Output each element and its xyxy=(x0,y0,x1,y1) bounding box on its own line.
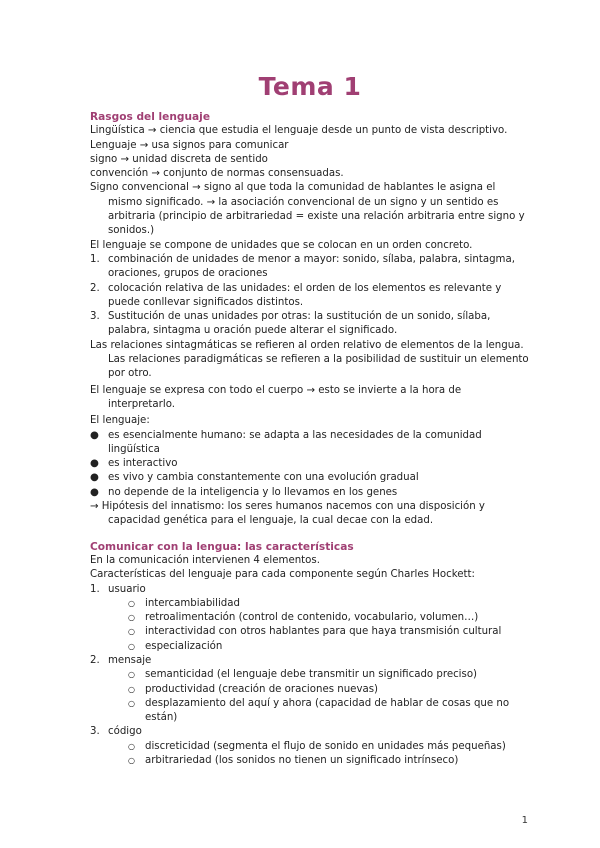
bullet-item xyxy=(90,457,530,471)
list-item-text: mensaje xyxy=(108,654,152,666)
list-item-text: es interactivo xyxy=(108,458,178,470)
paragraph: El lenguaje se compone de unidades que se colocan en un orden concreto. xyxy=(90,239,473,251)
sub-item-text: retroalimentación (control de contenido, vocabulario, volumen…) xyxy=(145,612,479,624)
sub-item-text: arbitrariedad (los sonidos no tienen un significado intrínseco) xyxy=(145,755,459,767)
circle-bullet-icon: ○ xyxy=(128,698,135,708)
sub-item xyxy=(90,611,530,625)
bullet-item xyxy=(90,486,530,500)
bullet-item xyxy=(90,429,530,458)
bullet-icon: ● xyxy=(90,486,99,498)
paragraph-cuerpo: El lenguaje se expresa con todo el cuerpo → esto se invierte a la hora de interpretarlo. xyxy=(90,384,462,410)
paragraph: Lenguaje → usa signos para comunicar xyxy=(90,139,289,151)
paragraph-relaciones: Las relaciones sintagmáticas se refieren al orden relativo de elementos de la lengua. Las relaciones paradigmáticas se refieren a la posibilidad de sustituir un elemento por otro. xyxy=(90,339,529,380)
bullet-icon: ● xyxy=(90,429,99,441)
bullet-icon: ● xyxy=(90,472,99,484)
sub-item xyxy=(90,640,530,654)
sub-item-text: interactividad con otros hablantes para que haya transmisión cultural xyxy=(145,626,502,638)
list-item-text: colocación relativa de las unidades: el orden de los elementos es relevante y puede conllevar significados distintos. xyxy=(108,282,502,308)
list-marker: 2. xyxy=(90,282,100,294)
numbered-item xyxy=(90,282,530,311)
sub-item xyxy=(90,754,530,768)
circle-bullet-icon: ○ xyxy=(128,741,135,751)
list-marker: 3. xyxy=(90,311,100,323)
bullet-icon: ● xyxy=(90,458,99,470)
sub-item xyxy=(90,625,530,639)
sub-item xyxy=(90,668,530,682)
paragraph: El lenguaje: xyxy=(90,415,150,427)
sub-item xyxy=(90,683,530,697)
numbered-item-codigo xyxy=(90,725,530,739)
section-heading-rasgos: Rasgos del lenguaje xyxy=(90,111,211,123)
paragraph-hipotesis: → Hipótesis del innatismo: los seres humanos nacemos con una disposición y capacidad genética para el lenguaje, la cual decae con la edad. xyxy=(90,501,485,527)
list-marker: 1. xyxy=(90,583,100,595)
numbered-item xyxy=(90,310,530,339)
list-marker: 1. xyxy=(90,253,100,265)
circle-bullet-icon: ○ xyxy=(128,756,135,766)
sub-item-text: desplazamiento del aquí y ahora (capacidad de hablar de cosas que no están) xyxy=(145,697,510,724)
paragraph: Lingüística → ciencia que estudia el lenguaje desde un punto de vista descriptivo. xyxy=(90,125,508,137)
circle-bullet-icon: ○ xyxy=(128,670,135,680)
bullet-item xyxy=(90,471,530,485)
sub-item xyxy=(90,597,530,611)
list-marker: 3. xyxy=(90,726,100,738)
circle-bullet-icon: ○ xyxy=(128,641,135,651)
paragraph: signo → unidad discreta de sentido xyxy=(90,153,268,165)
numbered-item-mensaje xyxy=(90,654,530,668)
list-item-text: combinación de unidades de menor a mayor: sonido, sílaba, palabra, sintagma, oraciones, grupos de oraciones xyxy=(108,253,515,280)
list-item-text: no depende de la inteligencia y lo llevamos en los genes xyxy=(108,486,398,498)
list-item-text: es vivo y cambia constantemente con una evolución gradual xyxy=(108,472,419,484)
section-heading-comunicar: Comunicar con la lengua: las características xyxy=(90,540,354,553)
document-body xyxy=(90,110,530,768)
paragraph: En la comunicación intervienen 4 elementos. xyxy=(90,554,320,566)
list-marker: 2. xyxy=(90,654,100,666)
circle-bullet-icon: ○ xyxy=(128,627,135,637)
list-item-text: Sustitución de unas unidades por otras: la sustitución de un sonido, sílaba, palabra, sintagma u oración puede alterar el significado. xyxy=(108,311,491,337)
list-item-text: código xyxy=(108,726,142,738)
circle-bullet-icon: ○ xyxy=(128,684,135,694)
list-item-text: es esencialmente humano: se adapta a las necesidades de la comunidad lingüística xyxy=(108,429,482,455)
sub-item-text: semanticidad (el lenguaje debe transmitir un significado preciso) xyxy=(145,669,478,681)
numbered-item-usuario xyxy=(90,583,530,597)
paragraph: Características del lenguaje para cada componente según Charles Hockett: xyxy=(90,569,475,581)
circle-bullet-icon: ○ xyxy=(128,598,135,608)
page-title: Tema 1 xyxy=(258,72,362,101)
sub-item-text: productividad (creación de oraciones nuevas) xyxy=(145,683,379,695)
sub-item-text: discreticidad (segmenta el flujo de sonido en unidades más pequeñas) xyxy=(145,740,506,752)
sub-item xyxy=(90,740,530,754)
page-number: 1 xyxy=(521,815,528,826)
list-item-text: usuario xyxy=(108,583,146,595)
sub-item-text: especialización xyxy=(145,640,223,652)
numbered-item xyxy=(90,253,530,282)
paragraph-signo-convencional: Signo convencional → signo al que toda la comunidad de hablantes le asigna el mismo significado. → la asociación convencional de un signo y un sentido es arbitraria (principio de arbitrariedad = existe una relación arbitraria entre signo y sonidos.) xyxy=(90,182,525,237)
paragraph: convención → conjunto de normas consensuadas. xyxy=(90,168,344,180)
circle-bullet-icon: ○ xyxy=(128,613,135,623)
sub-item xyxy=(90,697,530,726)
sub-item-text: intercambiabilidad xyxy=(145,597,240,609)
